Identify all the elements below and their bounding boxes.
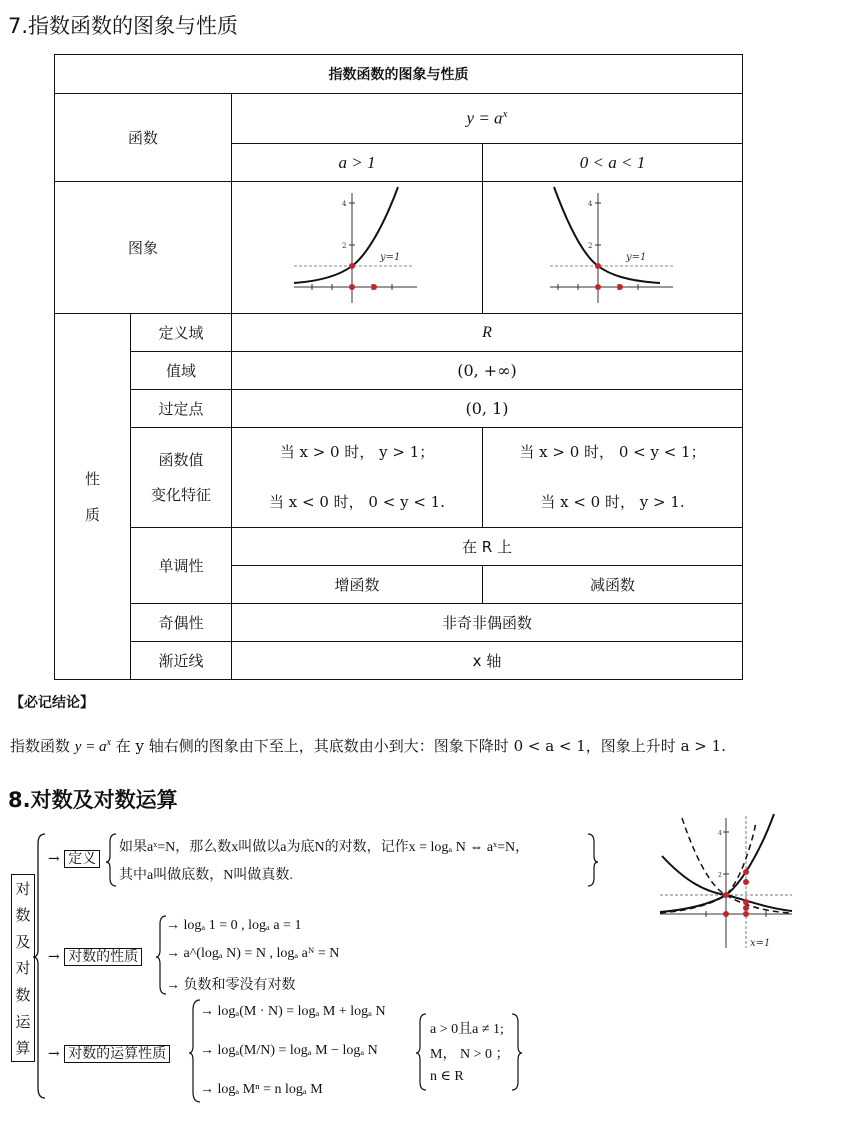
graph-label: 图象	[55, 182, 232, 314]
props-label: 性 质	[55, 314, 131, 680]
asymptote-label: 渐近线	[131, 642, 232, 680]
prop-row: → 对数的性质	[48, 946, 142, 966]
parity-label: 奇偶性	[131, 604, 232, 642]
def-line-2: 其中a叫做底数，N叫做真数.	[119, 868, 293, 883]
section8-title: 8.对数及对数运算	[8, 788, 178, 812]
tick-2: 2	[718, 872, 722, 879]
monotonic-label: 单调性	[131, 528, 232, 604]
fixed-point-value: (0, 1)	[232, 390, 743, 428]
change-decreasing: 当 x > 0 时， 0 < y < 1； 当 x < 0 时， y > 1.	[483, 428, 743, 528]
op-3: → logₐ Mⁿ = n logₐ M	[200, 1082, 323, 1097]
domain-label: 定义域	[131, 314, 232, 352]
section7-title: 7.指数函数的图象与性质	[8, 14, 239, 38]
log-exp-comparison-graph	[656, 812, 796, 952]
cond-1: a > 0且a ≠ 1;	[430, 1022, 504, 1037]
graph-decreasing	[483, 182, 743, 314]
note-text: 指数函数 $y = a^x$ 在 y 轴右侧的图象由下至上，其底数由小到大：图象下降时 0 < a < 1，图象上升时 a > 1.	[10, 737, 726, 755]
op-row: → 对数的运算性质	[48, 1043, 170, 1063]
monotonic-decreasing: 减函数	[483, 566, 743, 604]
cond-2: M， N > 0 ；	[430, 1047, 510, 1062]
y1-label: y=1	[625, 251, 646, 263]
def-row: → 定义	[48, 848, 100, 868]
def-box: 定义	[64, 850, 100, 868]
tick-2: 2	[342, 241, 347, 250]
domain-value: R	[232, 314, 743, 352]
prop-2: → a^(logₐ N) = N , logₐ aᴺ = N	[166, 946, 340, 961]
prop-1: → logₐ 1 = 0 , logₐ a = 1	[166, 918, 302, 933]
note-heading: 【必记结论】	[10, 695, 94, 711]
tick-4: 4	[587, 199, 592, 208]
monotonic-increasing: 增函数	[232, 566, 483, 604]
prop-3: → 负数和零没有对数	[166, 978, 296, 993]
table-caption: 指数函数的图象与性质	[55, 55, 743, 94]
op-1: → logₐ(M · N) = logₐ M + logₐ N	[200, 1004, 386, 1019]
parity-value: 非奇非偶函数	[232, 604, 743, 642]
op-box: 对数的运算性质	[64, 1045, 170, 1063]
range-value: (0, +∞)	[232, 352, 743, 390]
x1-label: x=1	[750, 938, 771, 949]
monotonic-top: 在 R 上	[232, 528, 743, 566]
asymptote-value: x 轴	[232, 642, 743, 680]
op-2: → logₐ(M/N) = logₐ M − logₐ N	[200, 1043, 378, 1058]
increasing-exp-graph	[292, 185, 422, 307]
tick-4: 4	[342, 199, 347, 208]
def-line-1: 如果aˣ=N，那么数x叫做以a为底N的对数，记作x = logₐ N ⇔ aˣ=N，	[119, 840, 530, 855]
exp-function-table	[54, 54, 743, 680]
case-a-lt-1: 0 < a < 1	[483, 144, 743, 182]
cond-3: n ∈ R	[430, 1069, 464, 1084]
change-increasing: 当 x > 0 时， y > 1； 当 x < 0 时， 0 < y < 1.	[232, 428, 483, 528]
case-a-gt-1: a > 1	[232, 144, 483, 182]
func-label: 函数	[55, 94, 232, 182]
prop-box: 对数的性质	[64, 948, 142, 966]
func-formula: $y = a^x$	[232, 94, 743, 144]
graph-increasing	[232, 182, 483, 314]
fixed-point-label: 过定点	[131, 390, 232, 428]
range-label: 值域	[131, 352, 232, 390]
y1-label: y=1	[380, 251, 401, 263]
change-label: 函数值 变化特征	[131, 428, 232, 528]
decreasing-exp-graph	[548, 185, 678, 307]
tick-4: 4	[718, 830, 722, 837]
tick-2: 2	[587, 241, 592, 250]
root-box: 对 数 及 对 数 运 算	[11, 874, 35, 1062]
